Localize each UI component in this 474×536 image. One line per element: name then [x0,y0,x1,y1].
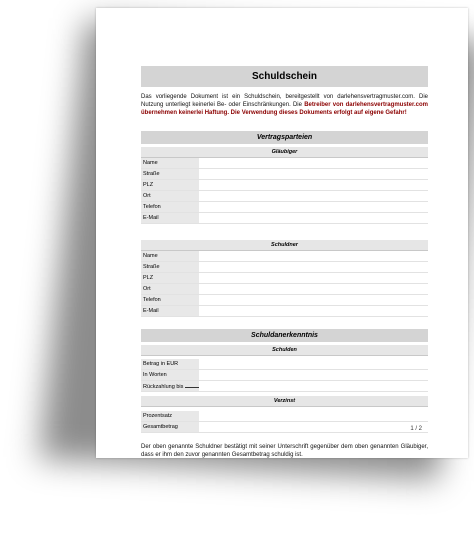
section-schuldanerkenntnis: Schuldanerkenntnis [141,329,428,342]
schuldner-ort-field[interactable] [199,284,428,294]
page-number: 1 / 2 [410,426,422,432]
field-label: Telefon [141,202,199,212]
schuldner-email-field[interactable] [199,306,428,316]
schuldner-fields [141,251,428,317]
form-row [141,295,428,306]
document-sheet [96,8,468,458]
field-label: PLZ [141,180,199,190]
field-label: Ort [141,284,199,294]
document-title: Schuldschein [141,66,428,87]
intro-warning-prefix: Betreiber von [304,102,346,108]
field-label: Name [141,158,199,168]
field-label: Ort [141,191,199,201]
in-worten-field[interactable] [199,370,428,380]
form-row [141,306,428,317]
verzinst-fields [141,411,428,433]
form-row [141,359,428,370]
schuldner-strasse-field[interactable] [199,262,428,272]
field-label: Straße [141,169,199,179]
glaeubiger-email-field[interactable] [199,213,428,223]
document-content [141,66,428,458]
field-label: PLZ [141,273,199,283]
glaeubiger-plz-field[interactable] [199,180,428,190]
form-row [141,191,428,202]
subsection-glaeubiger: Gläubiger [141,147,428,158]
closing-paragraph: Der oben genannte Schuldner bestätigt mit seiner Unterschrift gegenüber dem oben genannten Gläubiger, dass er ihm den zuvor genannten Gesamtbetrag schuldig ist. [141,444,428,458]
intro-text: Das vorliegende Dokument ist ein Schuldschein, bereitgestellt von darlehensvertragmuster.com. Die Nutzung unterliegt keinerlei Be- oder Einschränkungen. Die [141,94,428,108]
betrag-field[interactable] [199,359,428,369]
glaeubiger-fields [141,158,428,224]
intro-paragraph [141,93,428,117]
field-label: E-Mail [141,306,199,316]
form-row [141,180,428,191]
form-row [141,381,428,392]
field-label: Telefon [141,295,199,305]
form-row [141,213,428,224]
form-row [141,284,428,295]
form-row [141,251,428,262]
schuldner-name-field[interactable] [199,251,428,261]
field-label: Betrag in EUR [141,359,199,369]
schulden-fields [141,359,428,392]
form-row [141,158,428,169]
form-row [141,422,428,433]
glaeubiger-telefon-field[interactable] [199,202,428,212]
section-vertragsparteien: Vertragsparteien [141,131,428,144]
field-label [141,381,199,391]
glaeubiger-ort-field[interactable] [199,191,428,201]
schuldner-plz-field[interactable] [199,273,428,283]
field-label: Name [141,251,199,261]
form-row [141,370,428,381]
field-label: Prozentsatz [141,411,199,421]
subsection-verzinst: Verzinst [141,396,428,407]
field-label: Gesamtbetrag [141,422,199,432]
field-label: In Worten [141,370,199,380]
prozentsatz-field[interactable] [199,411,428,421]
form-row [141,202,428,213]
form-row [141,169,428,180]
glaeubiger-name-field[interactable] [199,158,428,168]
intro-warning-body: darlehensvertragmuster.com übernehmen keinerlei Haftung. Die Verwendung dieses Dokuments erfolgt auf eigene Gefahr! [141,102,428,116]
date-blank[interactable] [185,381,199,388]
schuldner-telefon-field[interactable] [199,295,428,305]
rueckzahlung-label: Rückzahlung bis [143,384,184,390]
gesamtbetrag-field[interactable] [199,422,428,432]
subsection-schuldner: Schuldner [141,240,428,251]
glaeubiger-strasse-field[interactable] [199,169,428,179]
field-label: E-Mail [141,213,199,223]
subsection-schulden: Schulden [141,345,428,356]
field-label: Straße [141,262,199,272]
form-row [141,273,428,284]
form-row [141,411,428,422]
rueckzahlung-field[interactable] [199,381,428,391]
form-row [141,262,428,273]
